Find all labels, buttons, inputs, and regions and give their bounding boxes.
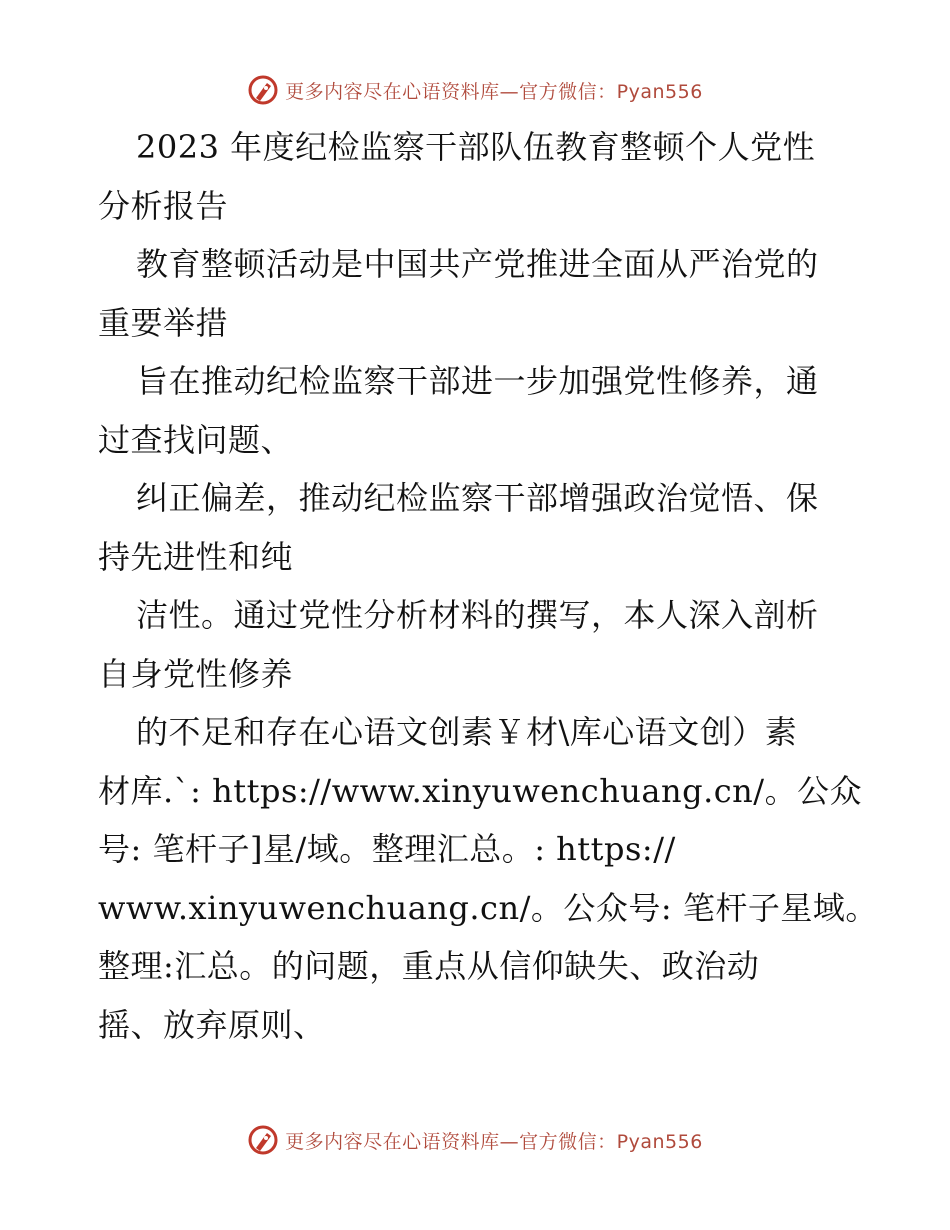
pen-nib-circle-icon <box>247 74 279 106</box>
paragraph-line: 教育整顿活动是中国共产党推进全面从严治党的 <box>136 245 819 283</box>
paragraph-line: 号: 笔杆子]星/域。整理汇总。: https:// <box>98 830 676 868</box>
title-line-2: 分析报告 <box>98 186 229 225</box>
paragraph-line: www.xinyuwenchuang.cn/。公众号: 笔杆子星域。 <box>98 888 878 927</box>
paragraph-line: 旨在推动纪检监察干部进一步加强党性修养，通 <box>136 362 819 400</box>
paragraph-line: 重要举措 <box>98 303 229 342</box>
pen-nib-circle-icon <box>247 1124 279 1156</box>
paragraph-line: 洁性。通过党性分析材料的撰写，本人深入剖析 <box>136 596 819 634</box>
header-banner <box>0 70 950 110</box>
paragraph-line: 纠正偏差，推动纪检监察干部增强政治觉悟、保 <box>136 479 819 517</box>
paragraph-line: 的不足和存在心语文创素￥材\库心语文创）素 <box>136 713 798 751</box>
header-banner-text: 更多内容尽在心语资料库—官方微信：Pyan556 <box>285 80 703 103</box>
paragraph-line: 材库.`: https://www.xinyuwenchuang.cn/。公众 <box>98 771 863 810</box>
paragraph-line: 摇、放弃原则、 <box>98 1005 326 1044</box>
paragraph-line: 自身党性修养 <box>98 654 294 693</box>
document-body <box>98 118 878 1054</box>
footer-banner-text: 更多内容尽在心语资料库—官方微信：Pyan556 <box>285 1130 703 1153</box>
paragraph-line: 持先进性和纯 <box>98 537 294 576</box>
footer-banner <box>0 1120 950 1160</box>
title-line-1: 2023 年度纪检监察干部队伍教育整顿个人党性 <box>136 128 816 166</box>
paragraph-line: 过查找问题、 <box>98 420 294 459</box>
paragraph-line: 整理:汇总。的问题，重点从信仰缺失、政治动 <box>98 947 760 985</box>
